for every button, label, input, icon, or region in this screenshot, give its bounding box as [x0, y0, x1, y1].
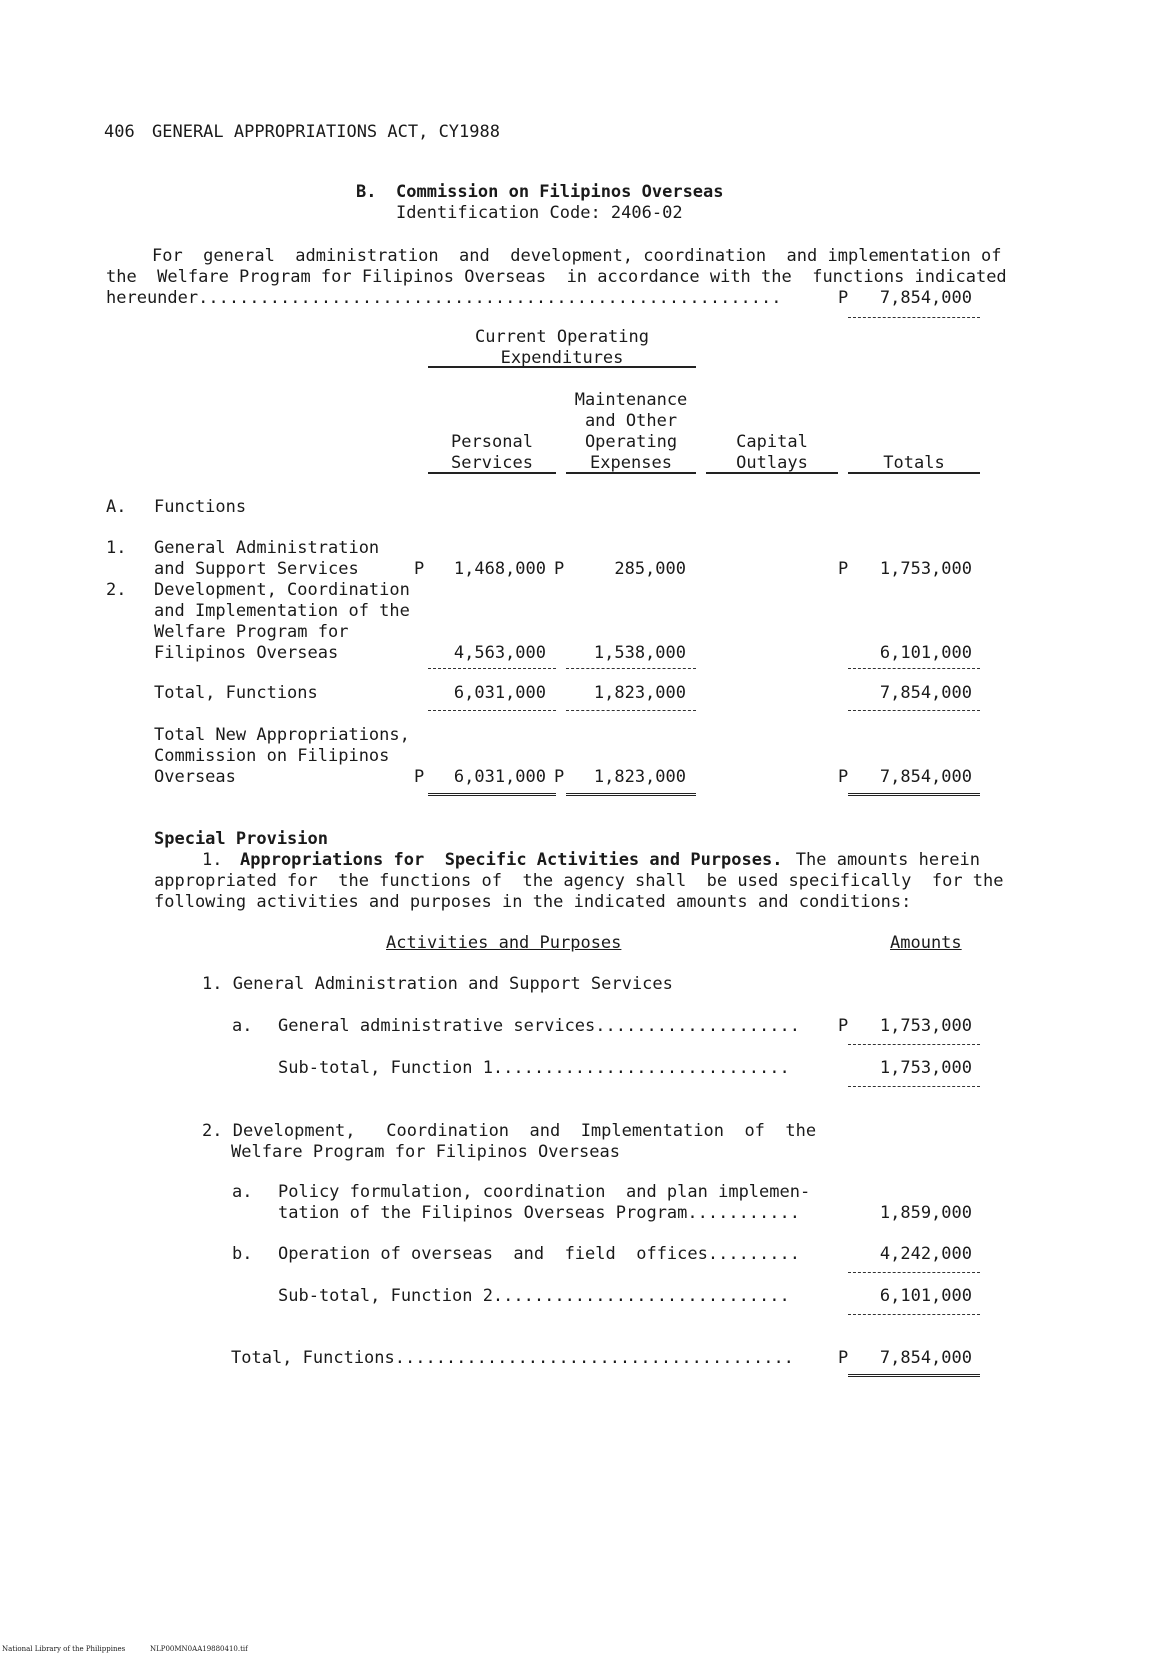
new-approp-ps-peso: P — [414, 767, 425, 787]
row-2-line-3: Welfare Program for — [154, 622, 349, 642]
rule — [848, 1272, 980, 1273]
rule — [848, 317, 980, 318]
special-provision-heading: Special Provision — [154, 829, 328, 849]
rule — [428, 710, 556, 711]
total-functions-mooe: 1,823,000 — [593, 683, 686, 703]
intro-amount: 7,854,000 — [879, 288, 972, 308]
row-2-line-2: and Implementation of the — [154, 601, 410, 621]
col-mooe-1: Maintenance — [574, 390, 688, 410]
provision-line-3: following activities and purposes in the indicated amounts and conditions: — [154, 892, 912, 912]
rule — [566, 793, 696, 798]
functions-label: Functions — [154, 497, 247, 517]
rule — [706, 472, 838, 474]
new-approp-line-2: Commission on Filipinos — [154, 746, 390, 766]
rule — [566, 710, 696, 711]
col-capital-1: Capital — [736, 432, 808, 452]
new-approp-total-peso: P — [838, 767, 849, 787]
activity-2a-amount: 1,859,000 — [879, 1203, 972, 1223]
amounts-column-label: Amounts — [890, 933, 962, 953]
provision-number: 1. — [202, 850, 223, 870]
new-approp-mooe-peso: P — [554, 767, 565, 787]
row-2-total: 6,101,000 — [879, 643, 972, 663]
activity-1a-amount: 1,753,000 — [879, 1016, 972, 1036]
activities-total-peso: P — [838, 1348, 849, 1368]
activity-1a-letter: a. — [232, 1016, 253, 1036]
new-approp-mooe: 1,823,000 — [593, 767, 686, 787]
col-capital-2: Outlays — [736, 453, 808, 473]
rule — [848, 710, 980, 711]
page-header-title: GENERAL APPROPRIATIONS ACT, CY1988 — [152, 122, 500, 142]
activity-2a-text-2: tation of the Filipinos Overseas Program........... — [278, 1203, 800, 1223]
agency-id-code: Identification Code: 2406-02 — [396, 203, 683, 223]
activities-column-label: Activities and Purposes — [386, 933, 622, 953]
row-2-line-1: Development, Coordination — [154, 580, 410, 600]
subtotal-function-1-amount: 1,753,000 — [879, 1058, 972, 1078]
total-functions-personal: 6,031,000 — [453, 683, 546, 703]
footer-library-text: National Library of the Philippines — [2, 1645, 126, 1653]
row-1-total: 1,753,000 — [879, 559, 972, 579]
intro-line-2: the Welfare Program for Filipinos Overseas in accordance with the functions indicated — [106, 267, 1007, 287]
new-approp-total: 7,854,000 — [879, 767, 972, 787]
col-mooe-4: Expenses — [590, 453, 672, 473]
rule — [848, 1374, 980, 1379]
intro-peso-sign: P — [838, 288, 849, 308]
footer-file-text: NLP00MN0AA19880410.tif — [150, 1645, 248, 1653]
new-approp-personal: 6,031,000 — [453, 767, 546, 787]
rule — [428, 668, 556, 669]
page-number: 406 — [104, 122, 135, 142]
functions-letter: A. — [106, 497, 127, 517]
col-group-title-1: Current Operating — [475, 327, 649, 347]
new-approp-line-3: Overseas — [154, 767, 236, 787]
rule — [848, 1314, 980, 1315]
activities-total-label: Total, Functions....................................... — [231, 1348, 794, 1368]
provision-line-1-rest: The amounts herein — [795, 850, 980, 870]
activities-total-amount: 7,854,000 — [879, 1348, 972, 1368]
col-personal-2: Services — [451, 453, 533, 473]
row-1-personal-services: 1,468,000 — [453, 559, 546, 579]
col-totals: Totals — [883, 453, 945, 473]
function-1-title: 1. General Administration and Support Services — [202, 974, 673, 994]
subtotal-function-1-label: Sub-total, Function 1............................. — [278, 1058, 790, 1078]
rule — [428, 366, 696, 368]
intro-line-3: hereunder......................................................... — [106, 288, 782, 308]
new-approp-line-1: Total New Appropriations, — [154, 725, 410, 745]
activity-2b-text: Operation of overseas and field offices......... — [278, 1244, 800, 1264]
rule — [848, 472, 980, 474]
agency-name: Commission on Filipinos Overseas — [396, 182, 724, 202]
subtotal-function-2-label: Sub-total, Function 2............................. — [278, 1286, 790, 1306]
rule — [566, 668, 696, 669]
row-2-line-4: Filipinos Overseas — [154, 643, 339, 663]
function-2-title-1: 2. Development, Coordination and Implementation of the — [202, 1121, 817, 1141]
total-functions-label: Total, Functions — [154, 683, 318, 703]
rule — [428, 793, 556, 798]
rule — [848, 668, 980, 669]
row-2-mooe: 1,538,000 — [593, 643, 686, 663]
rule — [848, 793, 980, 798]
rule — [848, 1044, 980, 1045]
rule — [428, 472, 556, 474]
provision-title: Appropriations for Specific Activities and Purposes. — [240, 850, 783, 870]
activity-1a-peso: P — [838, 1016, 849, 1036]
row-2-personal-services: 4,563,000 — [453, 643, 546, 663]
row-1-ps-peso: P — [414, 559, 425, 579]
col-group-title-2: Expenditures — [500, 348, 624, 368]
row-1-mooe-peso: P — [554, 559, 565, 579]
row-1-total-peso: P — [838, 559, 849, 579]
agency-letter: B. — [356, 182, 377, 202]
row-1-mooe: 285,000 — [614, 559, 686, 579]
row-1-line-1: General Administration — [154, 538, 380, 558]
row-1-line-2: and Support Services — [154, 559, 359, 579]
activity-2a-letter: a. — [232, 1182, 253, 1202]
activity-2b-amount: 4,242,000 — [879, 1244, 972, 1264]
function-2-title-2: Welfare Program for Filipinos Overseas — [231, 1142, 620, 1162]
provision-line-2: appropriated for the functions of the agency shall be used specifically for the — [154, 871, 1004, 891]
subtotal-function-2-amount: 6,101,000 — [879, 1286, 972, 1306]
col-personal-1: Personal — [451, 432, 533, 452]
activity-1a-text: General administrative services.................... — [278, 1016, 800, 1036]
rule — [848, 1086, 980, 1087]
activity-2b-letter: b. — [232, 1244, 253, 1264]
row-2-number: 2. — [106, 580, 127, 600]
row-1-number: 1. — [106, 538, 127, 558]
intro-line-1: For general administration and development, coordination and implementation of — [152, 246, 1002, 266]
rule — [566, 472, 696, 474]
col-mooe-3: Operating — [584, 432, 678, 452]
col-mooe-2: and Other — [584, 411, 678, 431]
total-functions-total: 7,854,000 — [879, 683, 972, 703]
activity-2a-text-1: Policy formulation, coordination and plan implemen- — [278, 1182, 811, 1202]
